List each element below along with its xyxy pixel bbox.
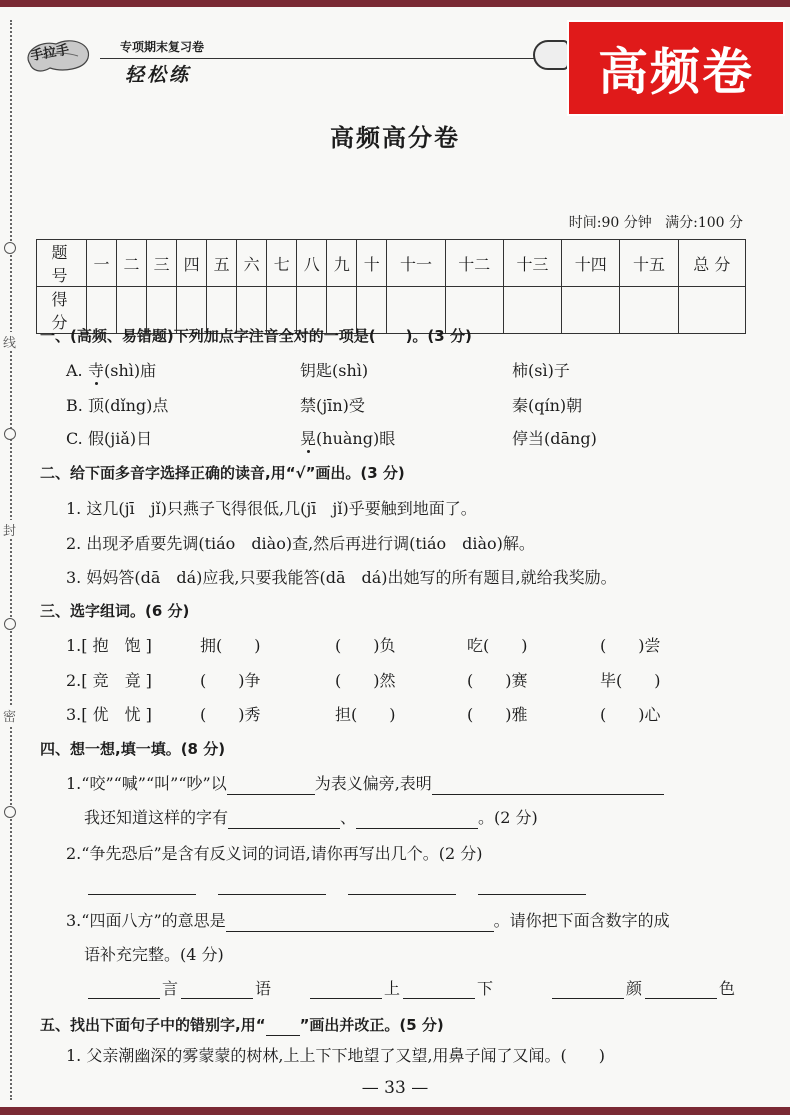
idiom-char: 言 [162,979,179,998]
q3-blank-word[interactable]: ( )负 [335,636,396,655]
word: 禁 [300,396,317,415]
q3-blank-word[interactable]: 担( ) [335,705,396,724]
pinyin: (dāng) [544,429,597,448]
score-cell[interactable] [620,287,678,334]
question-2-heading: 二、给下面多音字选择正确的读音,用“√”画出。(3 分) [40,464,405,482]
answer-blank[interactable] [403,998,475,999]
answer-blank[interactable] [181,998,253,999]
word: 假 [88,429,105,448]
series-label: 专项期末复习卷 [120,40,205,54]
column-header: 二 [117,240,147,287]
text: 我还知道这样的字有 [84,808,229,827]
column-header: 十 [357,240,387,287]
header-rule [100,58,535,59]
answer-blank[interactable] [645,998,717,999]
option-c-item-1 [88,428,152,450]
text: 。请你把下面含数字的成 [493,911,670,930]
option-c-label: C. [66,429,83,448]
pinyin: (sì)子 [528,361,570,380]
page-title: 高频高分卷 [330,123,460,152]
column-header: 一 [87,240,117,287]
answer-blank[interactable] [478,894,586,895]
q4-item-3-line-2: 语补充完整。(4 分) [84,945,224,964]
bottom-border [0,1107,790,1115]
answer-blank[interactable] [88,894,196,895]
pinyin: (jiǎ)日 [104,429,153,448]
answer-blank[interactable] [356,811,478,829]
word: 秦 [512,396,529,415]
row-label: 题 号 [37,240,87,287]
word: 钥匙 [300,361,333,380]
answer-blank[interactable] [227,777,315,795]
brand-name: 轻松练 [125,64,192,86]
column-header: 七 [267,240,297,287]
score-cell[interactable] [678,287,745,334]
q3-blank-word[interactable]: ( )雅 [467,705,528,724]
binding-hole [4,806,16,818]
column-header: 六 [237,240,267,287]
text: 为表义偏旁,表明 [314,774,432,793]
text: 1.“咬”“喊”“叫”“吵”以 [66,774,227,793]
column-header: 四 [177,240,207,287]
binding-hole [4,242,16,254]
text: 五、找出下面句子中的错别字,用“ [40,1016,266,1034]
dotted-char: 晃 [300,429,317,448]
column-header: 十四 [562,240,620,287]
q2-item-2: 2. 出现矛盾要先调(tiáo diào)查,然后再进行调(tiáo diào)解。 [66,534,535,553]
q3-blank-word[interactable]: ( )然 [335,671,396,690]
q3-char-pair: 1.[ 抱 饱 ] [66,636,152,655]
column-header: 三 [147,240,177,287]
tab-graphic [533,40,569,70]
idiom-char: 色 [719,979,736,998]
question-1-heading: 一、(高频、易错题)下列加点字注音全对的一项是( )。(3 分) [40,327,472,345]
answer-blank[interactable] [218,894,326,895]
option-c-item-3 [512,428,597,450]
q5-item-1: 1. 父亲潮幽深的雾蒙蒙的树林,上上下下地望了又望,用鼻子闻了又闻。( ) [66,1046,606,1065]
q4-item-1-line-1 [66,773,664,795]
top-border [0,0,790,7]
answer-blank[interactable] [552,998,624,999]
q3-blank-word[interactable]: ( )争 [200,671,261,690]
column-header: 五 [207,240,237,287]
score-cell[interactable] [503,287,561,334]
underline-sample [266,1022,300,1036]
question-5-heading [40,1014,444,1036]
idiom-char: 颜 [626,979,643,998]
answer-blank[interactable] [310,998,382,999]
q3-blank-word[interactable]: 毕( ) [600,671,661,690]
text: 、 [340,808,357,827]
exam-meta [569,212,743,232]
score-cell[interactable] [562,287,620,334]
binding-char: 封 [3,520,16,539]
word: 顶 [88,396,105,415]
answer-blank[interactable] [226,914,494,932]
q3-blank-word[interactable]: 吃( ) [467,636,528,655]
idiom-char: 语 [255,979,272,998]
option-b-label: B. [66,396,83,415]
question-3-heading: 三、选字组词。(6 分) [40,602,190,620]
option-b-item-3 [512,395,582,417]
option-c-item-2 [300,428,395,450]
idiom-char: 下 [477,979,494,998]
pinyin: (dǐng)点 [104,396,169,415]
column-header: 九 [327,240,357,287]
option-a-item-1 [88,360,156,382]
page-number: — 33 — [361,1078,429,1098]
text: 3.“四面八方”的意思是 [66,911,226,930]
q3-char-pair: 2.[ 竞 竟 ] [66,671,152,690]
option-a-label: A. [66,361,83,380]
idiom-char: 上 [384,979,401,998]
option-b-item-1 [88,395,168,417]
q3-blank-word[interactable]: 拥( ) [200,636,261,655]
exam-type-badge: 高频卷 [567,20,785,116]
q2-item-1: 1. 这几(jī jǐ)只燕子飞得很低,几(jī jǐ)乎要触到地面了。 [66,499,477,518]
score-table [36,239,746,334]
text: ”画出并改正。(5 分) [299,1016,444,1034]
q4-item-3-line-1 [66,910,670,932]
q3-blank-word[interactable]: ( )尝 [600,636,661,655]
option-b-item-2 [300,395,365,417]
answer-blank[interactable] [88,998,160,999]
word: 停当 [512,429,545,448]
binding-char: 密 [3,706,16,725]
answer-blank[interactable] [432,777,664,795]
pinyin: (jīn)受 [316,396,365,415]
question-4-heading: 四、想一想,填一填。(8 分) [40,740,226,758]
pinyin: (huàng)眼 [316,429,396,448]
time-label: 时间:90 分钟 [568,215,652,231]
column-header: 八 [297,240,327,287]
q4-item-2: 2.“争先恐后”是含有反义词的词语,请你再写出几个。(2 分) [66,844,483,863]
score-label: 满分:100 分 [665,215,743,231]
answer-blank[interactable] [228,811,340,829]
text: 。(2 分) [478,808,538,827]
binding-hole [4,428,16,440]
q3-blank-word[interactable]: ( )心 [600,705,661,724]
pinyin: (shì) [332,361,369,380]
column-header: 十一 [387,240,445,287]
column-header: 十五 [620,240,678,287]
column-header: 十二 [445,240,503,287]
binding-dotted-line [10,20,12,1100]
q3-char-pair: 3.[ 优 忧 ] [66,705,152,724]
logo-text: 手拉手 [29,42,71,65]
score-table-header-row [37,240,746,287]
binding-hole [4,618,16,630]
option-a-item-3 [512,360,570,382]
answer-blank[interactable] [348,894,456,895]
q3-blank-word[interactable]: ( )赛 [467,671,528,690]
row-label: 得 分 [37,287,87,334]
column-header: 十三 [503,240,561,287]
q4-item-1-line-2 [84,807,538,829]
binding-char: 线 [3,332,16,351]
column-header: 总 分 [678,240,745,287]
pinyin: (shì)庙 [104,361,157,380]
q3-blank-word[interactable]: ( )秀 [200,705,261,724]
pinyin: (qín)朝 [528,396,583,415]
q2-item-3: 3. 妈妈答(dā dá)应我,只要我能答(dā dá)出她写的所有题目,就给我奖励。 [66,568,617,587]
option-a-item-2 [300,360,368,382]
word: 柿 [512,361,529,380]
dotted-char: 寺 [88,361,105,380]
